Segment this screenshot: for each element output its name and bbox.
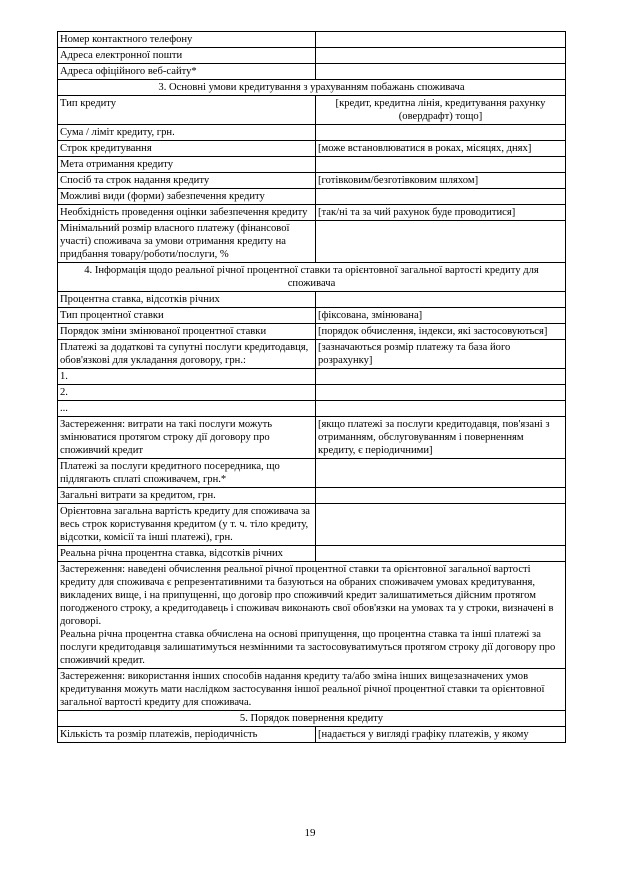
field-label: Можливі види (форми) забезпечення кредиту	[58, 189, 316, 205]
section-heading-row	[58, 263, 566, 292]
field-value: [готівковим/безготівковим шляхом]	[316, 173, 566, 189]
field-label: Платежі за послуги кредитного посередника, що підлягають сплаті споживачем, грн.*	[58, 459, 316, 488]
field-value	[316, 64, 566, 80]
field-value	[316, 292, 566, 308]
field-value: [так/ні та за чий рахунок буде проводитися]	[316, 205, 566, 221]
field-value	[316, 369, 566, 385]
table-row	[58, 157, 566, 173]
section-heading-row	[58, 711, 566, 727]
field-value	[316, 48, 566, 64]
field-label: Порядок зміни змінюваної процентної ставки	[58, 324, 316, 340]
field-label: Адреса електронної пошти	[58, 48, 316, 64]
field-value: [порядок обчислення, індекси, які застосовуються]	[316, 324, 566, 340]
field-label: Реальна річна процентна ставка, відсотків річних	[58, 546, 316, 562]
table-row	[58, 488, 566, 504]
table-row	[58, 546, 566, 562]
field-label: Мета отримання кредиту	[58, 157, 316, 173]
field-label: Загальні витрати за кредитом, грн.	[58, 488, 316, 504]
warning-paragraph: Реальна річна процентна ставка обчислена на основі припущення, що процентна ставка та інші платежі за послуги кредитодавця залишатимуться незмінними та застосовуватимуться протягом строку дії договору про споживчий кредит.	[60, 629, 556, 666]
table-row	[58, 96, 566, 125]
field-value	[316, 157, 566, 173]
field-value	[316, 125, 566, 141]
table-row	[58, 324, 566, 340]
warning-row	[58, 669, 566, 711]
warning-paragraph: Застереження: використання інших способів надання кредиту та/або зміна інших вищезазначених умов кредитування можуть мати наслідком застосування іншої реальної річної процентної ставки та орієнтовної загальної вартості кредиту для споживача.	[60, 671, 545, 708]
field-value	[316, 546, 566, 562]
section-heading-row	[58, 80, 566, 96]
field-value: [фіксована, змінювана]	[316, 308, 566, 324]
field-value: [якщо платежі за послуги кредитодавця, пов'язані з отриманням, обслуговуванням і поверненням кредиту, є періодичними]	[316, 417, 566, 459]
field-value	[316, 488, 566, 504]
table-row	[58, 221, 566, 263]
field-label: Тип процентної ставки	[58, 308, 316, 324]
page-number: 19	[304, 827, 316, 839]
field-label: Процентна ставка, відсотків річних	[58, 292, 316, 308]
field-label: Платежі за додаткові та супутні послуги кредитодавця, обов'язкові для укладання договору, грн.:	[58, 340, 316, 369]
table-row	[58, 369, 566, 385]
field-value: [кредит, кредитна лінія, кредитування рахунку (овердрафт) тощо]	[316, 96, 566, 125]
table-row	[58, 417, 566, 459]
field-value	[316, 189, 566, 205]
field-value	[316, 221, 566, 263]
warning-row	[58, 562, 566, 669]
warning-paragraph: Застереження: наведені обчислення реальної річної процентної ставки та орієнтовної загальної вартості кредиту для споживача є репрезентативними та базуються на обраних споживачем умовах кредитування, викладених вище, і на припущенні, що договір про споживчий кредит залишатиметься дійсним протягом погодженого строку, а кредитодавець і споживач виконають свої обов'язки на умовах та у строки, визначені в договорі.	[60, 564, 554, 627]
table-row	[58, 727, 566, 743]
field-label: Мінімальний розмір власного платежу (фінансової участі) споживача за умови отримання кредиту на придбання товару/роботи/послуги, %	[58, 221, 316, 263]
warning-cell	[58, 562, 566, 669]
table-row	[58, 141, 566, 157]
section-heading: 3. Основні умови кредитування з урахуванням побажань споживача	[58, 80, 566, 96]
table-row	[58, 340, 566, 369]
table-row	[58, 308, 566, 324]
field-value: [може встановлюватися в роках, місяцях, днях]	[316, 141, 566, 157]
field-label: Адреса офіційного веб-сайту*	[58, 64, 316, 80]
field-label: Строк кредитування	[58, 141, 316, 157]
table-row	[58, 173, 566, 189]
field-label: 2.	[58, 385, 316, 401]
table-row	[58, 48, 566, 64]
field-value	[316, 385, 566, 401]
consumer-credit-info-table	[57, 31, 566, 743]
table-row	[58, 504, 566, 546]
field-label: Кількість та розмір платежів, періодичність	[58, 727, 316, 743]
field-label: Сума / ліміт кредиту, грн.	[58, 125, 316, 141]
field-value: [зазначаються розмір платежу та база його розрахунку]	[316, 340, 566, 369]
field-label: Застереження: витрати на такі послуги можуть змінюватися протягом строку дії договору про споживчий кредит	[58, 417, 316, 459]
section-heading: 5. Порядок повернення кредиту	[58, 711, 566, 727]
field-value	[316, 459, 566, 488]
field-label: ...	[58, 401, 316, 417]
table-row	[58, 401, 566, 417]
field-value: [надається у вигляді графіку платежів, у якому	[316, 727, 566, 743]
table-row	[58, 125, 566, 141]
field-value	[316, 32, 566, 48]
table-row	[58, 292, 566, 308]
table-body	[58, 32, 566, 743]
field-label: Орієнтовна загальна вартість кредиту для споживача за весь строк користування кредитом (у т. ч. тіло кредиту, відсотки, комісії та інші платежі), грн.	[58, 504, 316, 546]
table-row	[58, 459, 566, 488]
table-row	[58, 189, 566, 205]
field-label: Необхідність проведення оцінки забезпечення кредиту	[58, 205, 316, 221]
warning-cell	[58, 669, 566, 711]
table-row	[58, 32, 566, 48]
field-value	[316, 504, 566, 546]
field-label: Номер контактного телефону	[58, 32, 316, 48]
table-row	[58, 205, 566, 221]
field-label: Спосіб та строк надання кредиту	[58, 173, 316, 189]
table-row	[58, 64, 566, 80]
field-value	[316, 401, 566, 417]
section-heading: 4. Інформація щодо реальної річної процентної ставки та орієнтовної загальної вартості кредиту для споживача	[58, 263, 566, 292]
field-label: 1.	[58, 369, 316, 385]
field-label: Тип кредиту	[58, 96, 316, 125]
table-row	[58, 385, 566, 401]
